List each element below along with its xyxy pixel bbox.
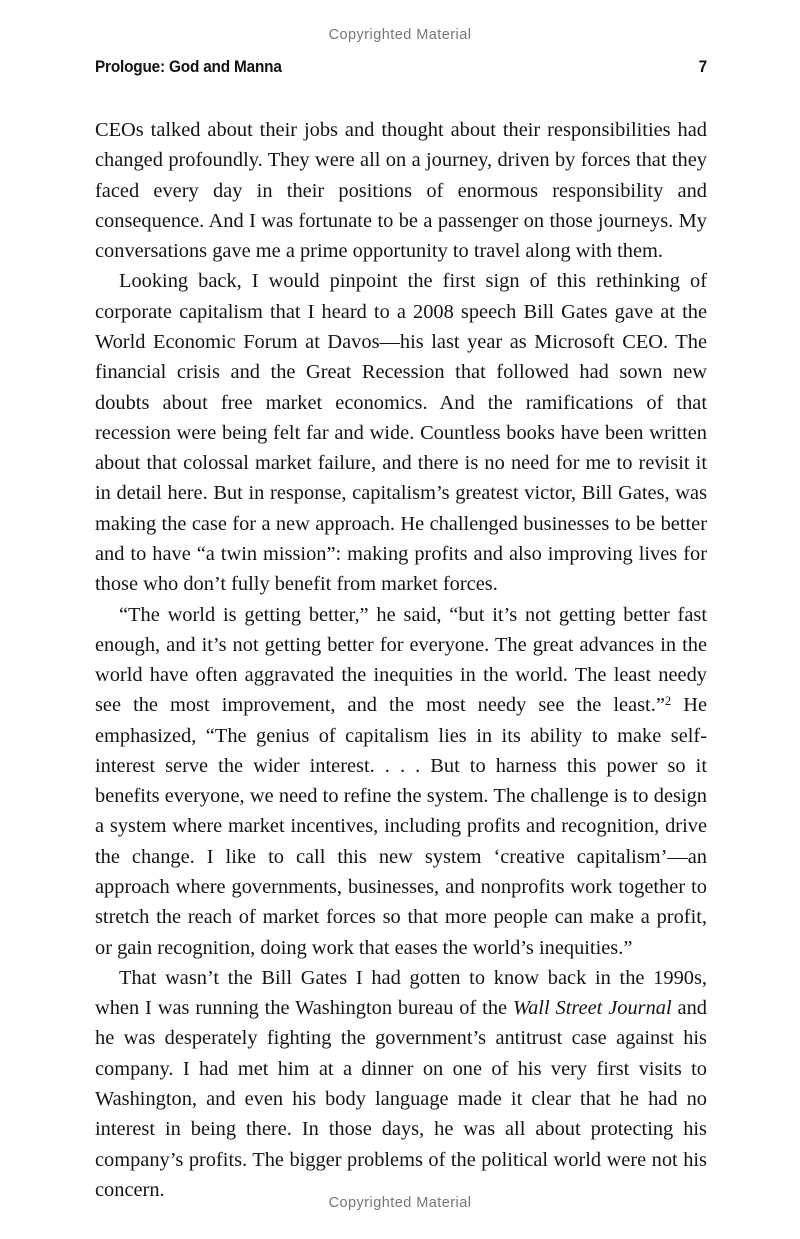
- page-number: 7: [698, 58, 707, 76]
- paragraph-3: [95, 600, 707, 963]
- footnote-marker-2: 2: [664, 694, 672, 709]
- paragraph-3-part-a: “The world is getting better,” he said, “but it’s not getting better fast enough, and it’s not getting better for everyone. The great advances in the world have often aggravated the inequities in the world. The least needy see the most improvement, and the most needy see the least.”: [95, 603, 707, 717]
- paragraph-4-part-a: That wasn’t the Bill Gates I had gotten to know back in the 1990s, when I was running the Washington bureau of the: [95, 966, 707, 1020]
- paragraph-3-part-b: He emphasized, “The genius of capitalism lies in its ability to make self-interest serve the wider interest. . . . But to harness this power so it benefits everyone, we need to refine the system. The challenge is to design a system where market incentives, including profits and recognition, drive the change. I like to call this new system ‘creative capitalism’—an approach where governments, businesses, and nonprofits work together to stretch the reach of market forces so that more people can make a profit, or gain recognition, doing work that eases the world’s inequities.”: [95, 694, 707, 959]
- copyright-watermark-top: Copyrighted Material: [328, 27, 472, 43]
- paragraph-2: Looking back, I would pinpoint the first sign of this rethinking of corporate capitalism that I heard to a 2008 speech Bill Gates gave at the World Economic Forum at Davos—his last year as Microsoft CEO. The financial crisis and the Great Recession that followed had sown new doubts about free market economics. And the ramifications of that recession were being felt far and wide. Countless books have been written about that colossal market failure, and there is no need for me to revisit it in detail here. But in response, capitalism’s greatest victor, Bill Gates, was making the case for a new approach. He challenged businesses to be better and to have “a twin mission”: making profits and also improving lives for those who don’t fully benefit from market forces.: [95, 270, 707, 596]
- running-head-title: Prologue: God and Manna: [95, 58, 282, 76]
- copyright-watermark-bottom: Copyrighted Material: [328, 1195, 472, 1211]
- paragraph-4-part-b: and he was desperately fighting the government’s antitrust case against his company. I had met him at a dinner on one of his very first visits to Washington, and even his body language made it clear that he had no interest in being there. In those days, he was all about protecting his company’s profits. The bigger problems of the political world were not his concern.: [95, 997, 707, 1201]
- publication-title-italic: Wall Street Journal: [512, 997, 672, 1020]
- running-head: [95, 58, 707, 77]
- body-text: [95, 115, 707, 1205]
- paragraph-4: [95, 963, 707, 1205]
- paragraph-1: CEOs talked about their jobs and thought about their responsibilities had changed profoundly. They were all on a journey, driven by forces that they faced every day in their positions of enormous responsibility and consequence. And I was fortunate to be a passenger on those journeys. My conversations gave me a prime opportunity to travel along with them.: [95, 119, 707, 263]
